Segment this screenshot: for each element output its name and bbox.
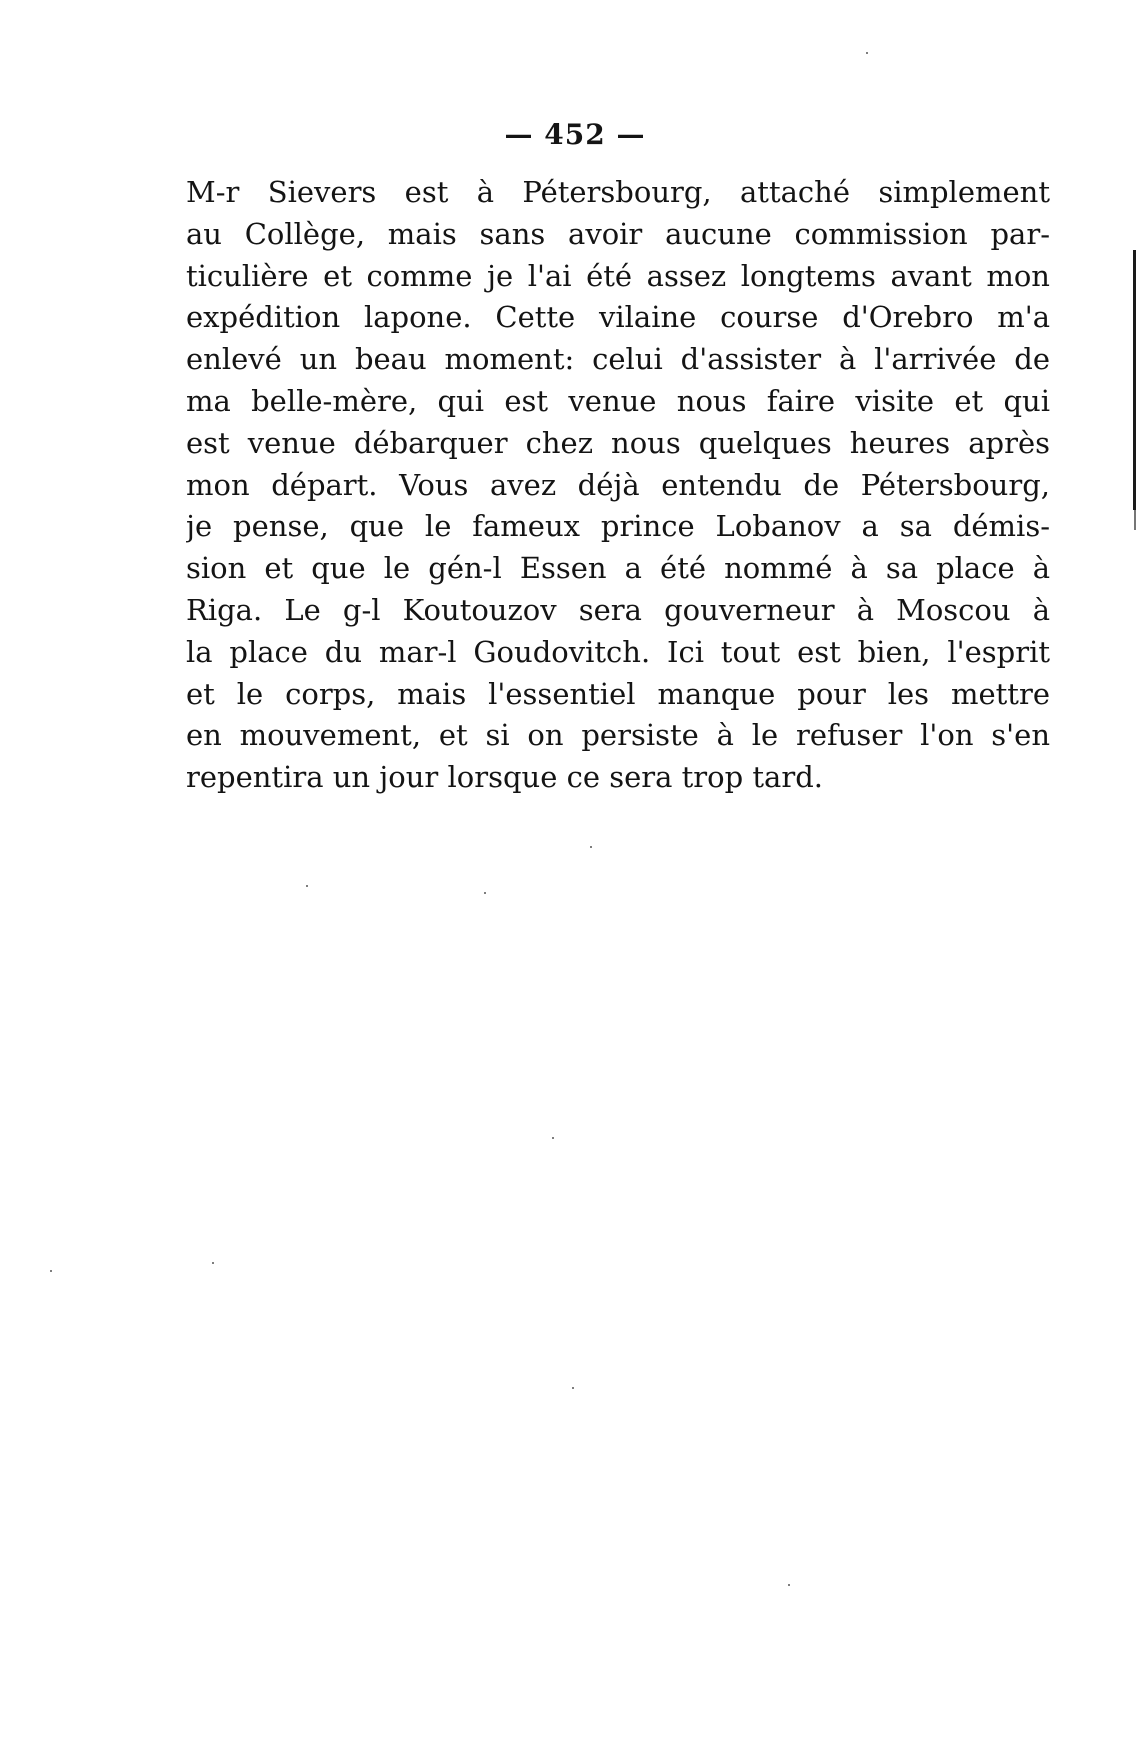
text-line: expédition lapone. Cette vilaine course d'Orebro m'a: [186, 300, 1050, 335]
text-line: Riga. Le g-l Koutouzov sera gouverneur à Moscou à: [186, 592, 1050, 627]
text-line: en mouvement, et si on persiste à le refuser l'on s'en: [186, 718, 1050, 753]
text-line: ma belle-mère, qui est venue nous faire visite et qui: [186, 383, 1050, 418]
body-text: [186, 172, 1050, 799]
scan-speck: [866, 52, 868, 54]
text-line: ticulière et comme je l'ai été assez longtems avant mon: [186, 258, 1050, 293]
scan-speck: [572, 1387, 574, 1389]
text-line: M-r Sievers est à Pétersbourg, attaché simplement: [186, 175, 1050, 209]
page-number: — 452 —: [504, 118, 646, 151]
scan-speck: [590, 846, 592, 848]
text-line: mon départ. Vous avez déjà entendu de Pétersbourg,: [186, 467, 1050, 502]
scan-speck: [788, 1584, 790, 1586]
scan-speck: [50, 1270, 52, 1272]
text-line: enlevé un beau moment: celui d'assister à l'arrivée de: [186, 342, 1050, 377]
scan-speck: [306, 885, 308, 887]
text-line: repentira un jour lorsque ce sera trop tard.: [186, 760, 823, 795]
text-line: et le corps, mais l'essentiel manque pour les mettre: [186, 676, 1050, 711]
scan-speck: [552, 1137, 554, 1139]
text-line: la place du mar-l Goudovitch. Ici tout est bien, l'esprit: [186, 634, 1050, 669]
text-line: est venue débarquer chez nous quelques heures après: [186, 425, 1050, 460]
text-line: au Collège, mais sans avoir aucune commission par-: [186, 216, 1050, 251]
scan-speck: [212, 1262, 214, 1264]
text-line: je pense, que le fameux prince Lobanov a sa démis-: [186, 509, 1050, 544]
scan-speck: [484, 892, 486, 894]
text-line: sion et que le gén-l Essen a été nommé à sa place à: [186, 551, 1050, 586]
page-edge-shadow: [1134, 330, 1136, 530]
